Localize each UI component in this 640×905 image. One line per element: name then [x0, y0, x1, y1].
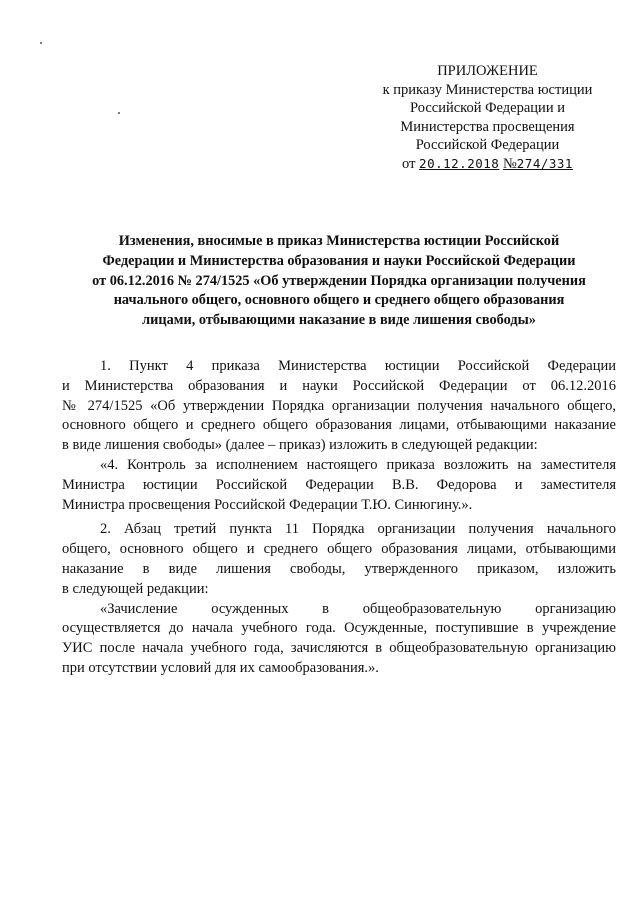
- text-line: «4. Контроль за исполнением настоящего приказа возложить на заместителя: [100, 456, 616, 473]
- text-line: Министра просвещения Российской Федерации Т.Ю. Синюгину.».: [62, 496, 473, 513]
- scan-speck: [118, 112, 120, 114]
- paragraph-1: [62, 357, 616, 456]
- appendix-line: Российской Федерации: [415, 137, 560, 153]
- paragraph-quote-4: [62, 456, 616, 515]
- text-line: общего, основного общего и среднего общего образования лицами, отбывающими: [62, 541, 616, 558]
- text-line: и Министерства образования и науки Российской Федерации от 06.12.2016: [62, 377, 616, 394]
- document-body: [62, 357, 616, 679]
- paragraph-quote-enrollment: [62, 600, 616, 679]
- title-line: от 06.12.2016 № 274/1525 «Об утверждении Порядка организации получения: [92, 272, 586, 289]
- text-line: наказание в виде лишения свободы, утвержденного приказом, изложить: [62, 560, 616, 577]
- appendix-line: Российской Федерации и: [410, 100, 565, 116]
- paragraph-2: [62, 520, 616, 599]
- appendix-line: к приказу Министерства юстиции: [382, 81, 593, 98]
- order-date: 20.12.2018: [419, 155, 500, 171]
- appendix-title: ПРИЛОЖЕНИЕ: [437, 63, 538, 79]
- text-line: № 274/1525 «Об утверждении Порядка организации получения начального общего,: [62, 397, 616, 414]
- title-line: Изменения, вносимые в приказ Министерства юстиции Российской: [118, 233, 560, 249]
- text-line: в следующей редакции:: [62, 580, 209, 597]
- text-line: 2. Абзац третий пункта 11 Порядка организации получения начального: [100, 521, 616, 538]
- text-line: Министра юстиции Российской Федерации В.В. Федорова и заместителя: [62, 476, 616, 493]
- order-number: 274/331: [516, 155, 573, 171]
- number-prefix: №: [502, 155, 517, 172]
- text-line: «Зачисление осужденных в общеобразовательную организацию: [100, 600, 616, 617]
- document-title: [58, 232, 620, 331]
- date-prefix: от: [402, 155, 416, 172]
- appendix-header: [360, 62, 615, 173]
- text-line: осуществляется до начала учебного года. Осужденные, поступившие в учреждение: [62, 620, 616, 637]
- title-line: лицами, отбывающими наказание в виде лишения свободы»: [142, 312, 536, 329]
- title-line: начального общего, основного общего и среднего общего образования: [113, 292, 565, 309]
- text-line: УИС после начала учебного года, зачисляются в общеобразовательную организацию: [62, 640, 616, 657]
- scan-speck: [40, 42, 42, 44]
- appendix-line: Министерства просвещения: [400, 118, 575, 135]
- title-line: Федерации и Министерства образования и науки Российской Федерации: [102, 252, 576, 269]
- text-line: при отсутствии условий для их самообразования.».: [62, 659, 379, 676]
- text-line: в виде лишения свободы» (далее – приказ) изложить в следующей редакции:: [62, 437, 538, 454]
- text-line: 1. Пункт 4 приказа Министерства юстиции Российской Федерации: [100, 358, 616, 374]
- text-line: основного общего и среднего общего образования лицами, отбывающими наказание: [62, 417, 616, 434]
- order-date-number: [360, 155, 615, 174]
